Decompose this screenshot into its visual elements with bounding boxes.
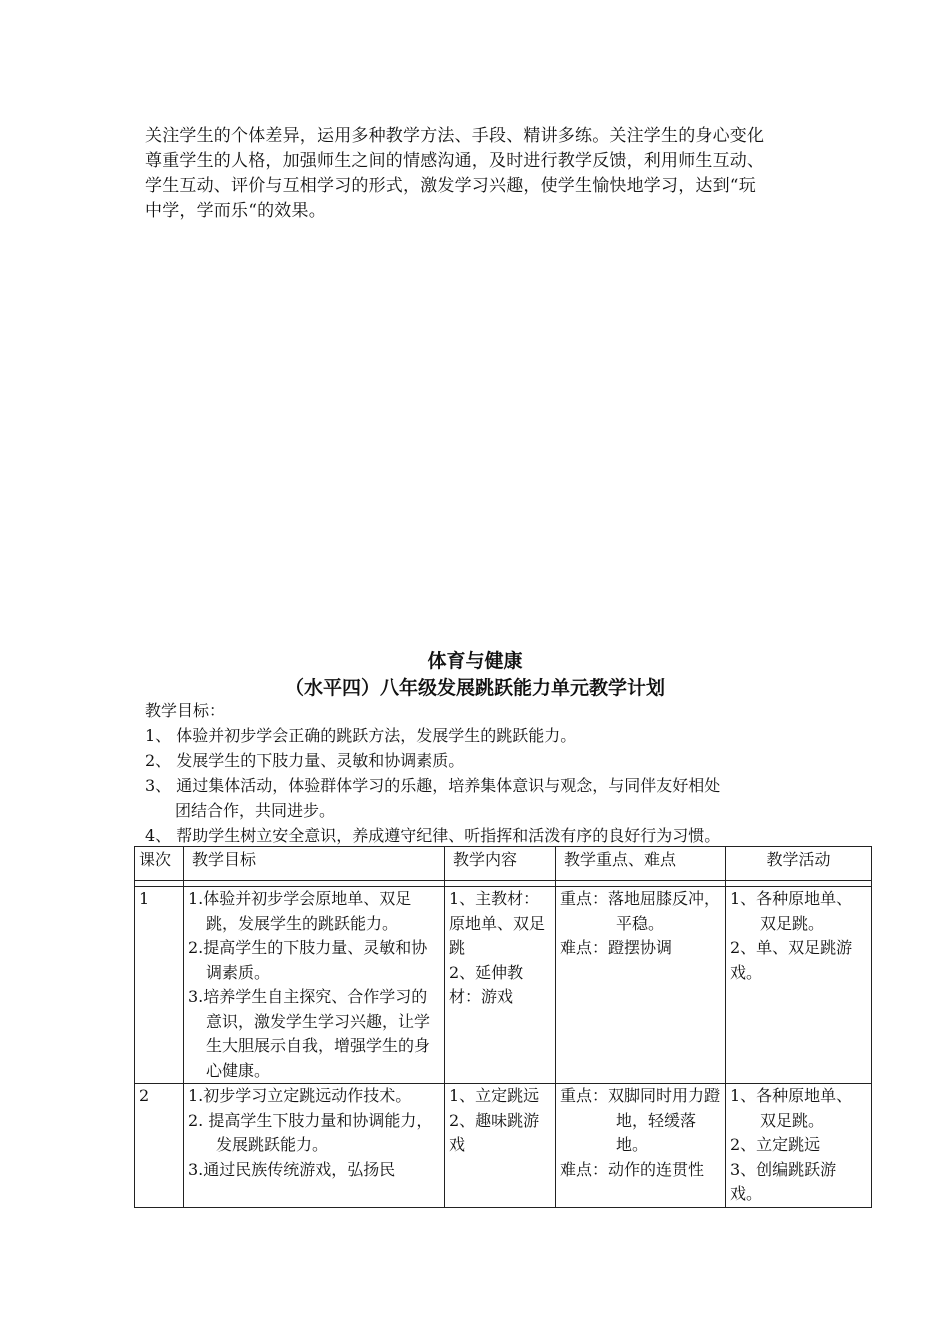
activities-cell xyxy=(726,1084,872,1208)
activity-line: 1、各种原地单、双足跳。 xyxy=(730,1086,853,1130)
goal-item-continuation: 团结合作，共同进步。 xyxy=(175,801,336,820)
goal-line: 2.提高学生的下肢力量、灵敏和协调素质。 xyxy=(188,938,428,982)
content-line: 1、立定跳远 xyxy=(449,1086,540,1105)
lesson-number: 2 xyxy=(135,1084,184,1208)
table-row xyxy=(135,1084,872,1208)
intro-line: 学生互动、评价与互相学习的形式，激发学习兴趣，使学生愉快地学习，达到“玩 xyxy=(145,176,756,196)
key-point-line: 重点：落地屈膝反冲，平稳。 xyxy=(560,889,721,933)
key-points-cell xyxy=(556,887,726,1084)
goal-item: 3、 通过集体活动，体验群体学习的乐趣，培养集体意识与观念，与同伴友好相处 xyxy=(145,776,721,795)
activities-cell xyxy=(726,887,872,1084)
goal-line: 3.通过民族传统游戏，弘扬民 xyxy=(188,1159,396,1179)
header-activities: 教学活动 xyxy=(726,847,872,881)
goal-line: 2. 提高学生下肢力量和协调能力，发展跳跃能力。 xyxy=(188,1110,433,1154)
activity-line: 2、立定跳远 xyxy=(730,1135,821,1154)
key-point-line: 难点：蹬摆协调 xyxy=(560,938,673,957)
goal-line: 1.初步学习立定跳远动作技术。 xyxy=(188,1086,412,1105)
intro-paragraph xyxy=(145,124,815,224)
content-cell xyxy=(445,887,556,1084)
intro-line: 关注学生的个体差异，运用多种教学方法、手段、精讲多练。关注学生的身心变化 xyxy=(145,126,765,146)
unit-plan-table xyxy=(134,846,872,1208)
header-content: 教学内容 xyxy=(445,847,556,881)
intro-line: 中学，学而乐“的效果。 xyxy=(145,201,326,221)
teaching-goals xyxy=(145,698,825,848)
key-point-line: 重点：双脚同时用力蹬地，轻缓落地。 xyxy=(560,1086,721,1154)
goal-item: 4、 帮助学生树立安全意识，养成遵守纪律、听指挥和活泼有序的良好行为习惯。 xyxy=(145,826,721,845)
goals-cell xyxy=(184,1084,445,1208)
goals-cell xyxy=(184,887,445,1084)
key-point-line: 难点：动作的连贯性 xyxy=(560,1159,705,1179)
table-header-row xyxy=(135,847,872,881)
content-line: 2、延伸教材：游戏 xyxy=(449,962,524,1006)
document-title: 体育与健康 xyxy=(427,650,523,672)
goal-item: 2、 发展学生的下肢力量、灵敏和协调素质。 xyxy=(145,751,465,770)
activity-line: 3、创编跳跃游戏。 xyxy=(730,1159,837,1203)
goal-item: 1、 体验并初步学会正确的跳跃方法，发展学生的跳跃能力。 xyxy=(145,726,577,745)
intro-line: 尊重学生的人格，加强师生之间的情感沟通，及时进行教学反馈，利用师生互动、 xyxy=(145,151,765,171)
content-cell xyxy=(445,1084,556,1208)
content-line: 1、主教材：原地单、双足跳 xyxy=(449,889,546,957)
key-points-cell xyxy=(556,1084,726,1208)
goal-line: 3.培养学生自主探究、合作学习的意识，激发学生学习兴趣，让学生大胆展示自我，增强学生的身心健康。 xyxy=(188,987,431,1080)
table-row xyxy=(135,887,872,1084)
header-lesson: 课次 xyxy=(135,847,184,881)
activity-line: 1、各种原地单、双足跳。 xyxy=(730,889,853,933)
header-key-points: 教学重点、难点 xyxy=(556,847,726,881)
document-subtitle: （水平四）八年级发展跳跃能力单元教学计划 xyxy=(284,677,665,699)
goals-heading: 教学目标： xyxy=(145,701,226,720)
header-goals: 教学目标 xyxy=(184,847,445,881)
activity-line: 2、单、双足跳游戏。 xyxy=(730,938,853,982)
content-line: 2、趣味跳游戏 xyxy=(449,1110,540,1154)
lesson-number: 1 xyxy=(135,887,184,1084)
goal-line: 1.体验并初步学会原地单、双足跳，发展学生的跳跃能力。 xyxy=(188,889,412,933)
